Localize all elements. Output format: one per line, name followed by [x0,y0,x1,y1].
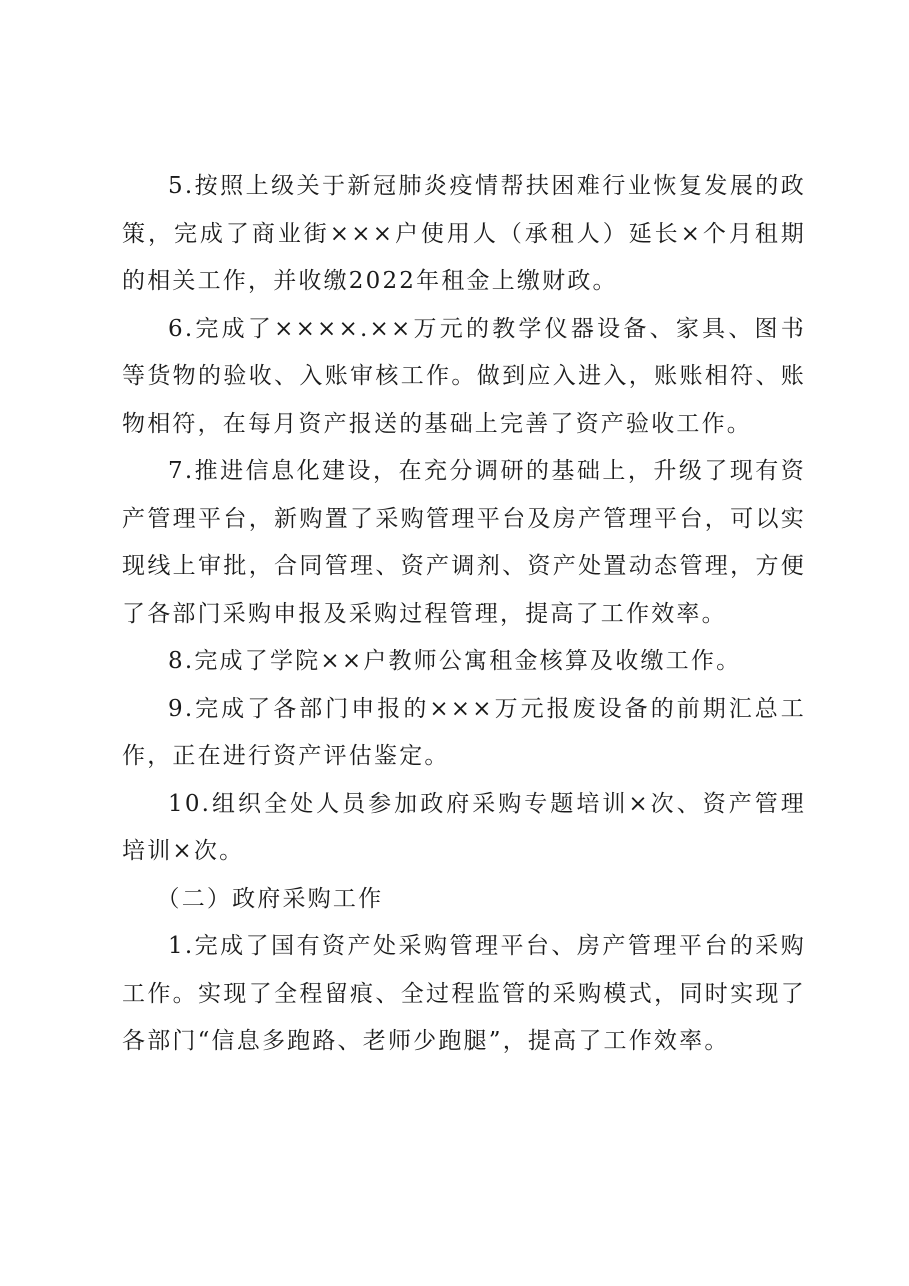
paragraph-item-7: 7.推进信息化建设，在充分调研的基础上，升级了现有资产管理平台，新购置了采购管理平台及房产管理平台，可以实现线上审批，合同管理、资产调剂、资产处置动态管理，方便了各部门采购申报及采购过程管理，提高了工作效率。 [122,458,806,627]
paragraph-item-5: 5.按照上级关于新冠肺炎疫情帮扶困难行业恢复发展的政策，完成了商业街×××户使用人（承租人）延长×个月租期的相关工作，并收缴2022年租金上缴财政。 [122,173,806,294]
paragraph-item-6: 6.完成了××××.××万元的教学仪器设备、家具、图书等货物的验收、入账审核工作。做到应入进入，账账相符、账物相符，在每月资产报送的基础上完善了资产验收工作。 [122,315,806,437]
paragraph-item-1: 1.完成了国有资产处采购管理平台、房产管理平台的采购工作。实现了全程留痕、全过程监管的采购模式，同时实现了各部门“信息多跑路、老师少跑腿”，提高了工作效率。 [122,933,806,1054]
paragraph-item-9: 9.完成了各部门申报的×××万元报废设备的前期汇总工作，正在进行资产评估鉴定。 [122,695,806,769]
document-body [122,163,806,1066]
section-heading: （二）政府采购工作 [156,885,384,912]
paragraph-item-10: 10.组织全处人员参加政府采购专题培训×次、资产管理培训×次。 [122,790,806,864]
paragraph-item-8: 8.完成了学院××户教师公寓租金核算及收缴工作。 [168,648,742,674]
